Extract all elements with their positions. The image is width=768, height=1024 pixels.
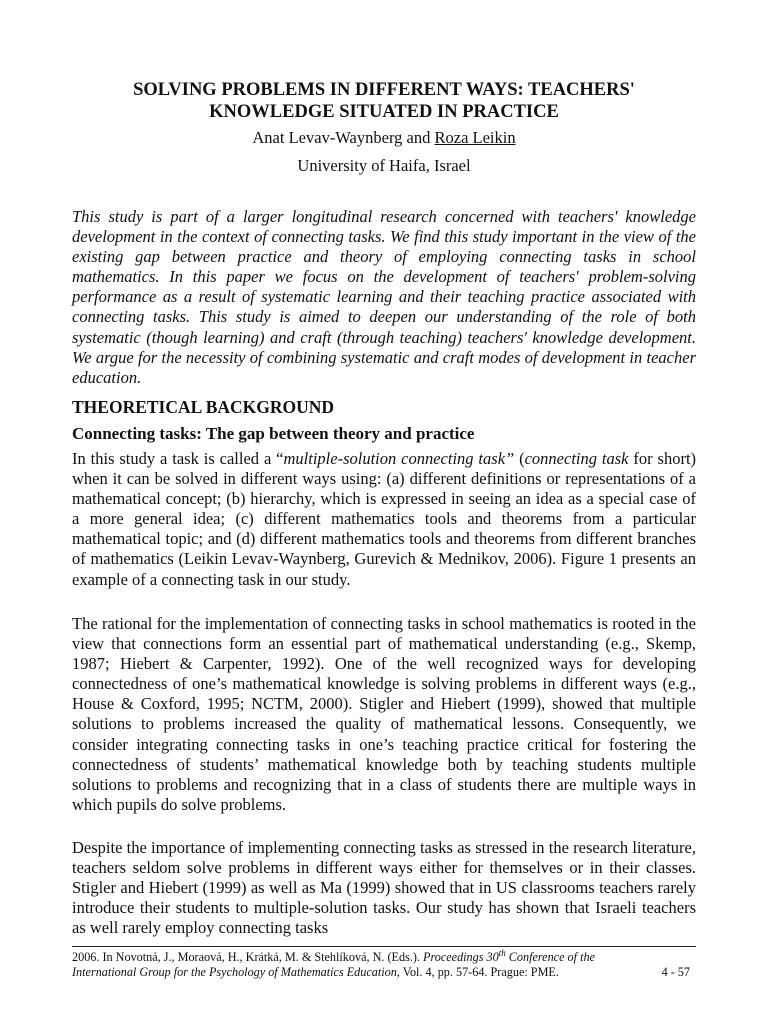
body-paragraph-3: Despite the importance of implementing connecting tasks as stressed in the research literature, teachers seldom solve problems in different ways either for themselves or in their classes. Stigler and Hiebert (1999) as well as Ma (1999) showed that in US classrooms teachers rarely introduce their students to multiple-solution tasks. Our study has shown that Israeli teachers as well rarely employ connecting tasks <box>72 838 696 938</box>
footer-proceedings-b: Conference of the <box>505 950 595 964</box>
footer-line-1 <box>72 947 696 965</box>
footer-ordinal-sup: th <box>498 947 506 958</box>
title-line-2: KNOWLEDGE SITUATED IN PRACTICE <box>209 102 559 122</box>
author-2-presenting: Roza Leikin <box>434 128 516 147</box>
abstract: This study is part of a larger longitudinal research concerned with teachers' knowledge development in the context of connecting tasks. We find this study important in the view of the existing gap between practice and theory of employing connecting tasks in school mathematics. In this paper we focus on the development of teachers' problem-solving performance as a result of systematic learning and their teaching practice associated with connecting tasks. This study is aimed to deepen our understanding of the role of both systematic (though learning) and craft (through teaching) teachers' knowledge development. We argue for the necessity of combining systematic and craft modes of development in teacher education. <box>72 207 696 387</box>
p1-intro: In this study a task is called a “ <box>72 449 284 468</box>
footer-divider <box>72 946 696 947</box>
page-number: 4 - 57 <box>661 965 690 979</box>
page-footer <box>72 947 696 980</box>
footer-group-name: International Group for the Psychology of Mathematics Education <box>72 965 397 979</box>
body-paragraph-1 <box>72 449 696 590</box>
author-conjunction: and <box>406 128 431 147</box>
author-1: Anat Levav-Waynberg <box>252 128 403 147</box>
p1-short-term: connecting task <box>524 449 629 468</box>
footer-line-2 <box>72 965 696 980</box>
p1-paren: ( <box>514 449 525 468</box>
footer-proceedings-a: Proceedings 30 <box>423 950 499 964</box>
body-paragraph-2: The rational for the implementation of connecting tasks in school mathematics is rooted in the view that connections form an essential part of mathematical understanding (e.g., Skemp, 1987; Hiebert & Carpenter, 1992). One of the well recognized ways for developing connectedness of one’s mathematical knowledge is solving problems in different ways (e.g., House & Coxford, 1995; NCTM, 2000). Stigler and Hiebert (1999), showed that multiple solutions to problems increased the quality of mathematical lessons. Consequently, we consider integrating connecting tasks in one’s teaching practice critical for fostering the connectedness of students’ mathematical knowledge both by teaching students multiple solutions to problems and recognizing that in a class of students there are multiple ways in which pupils do solve problems. <box>72 614 696 814</box>
subsection-heading: Connecting tasks: The gap between theory and practice <box>72 424 475 443</box>
p1-term: multiple-solution connecting task” <box>283 449 515 468</box>
footer-volume-info: , Vol. 4, pp. 57-64. Prague: PME. <box>396 965 559 979</box>
footer-proceedings <box>423 947 595 964</box>
paper-title <box>72 79 696 123</box>
section-heading: THEORETICAL BACKGROUND <box>72 397 335 417</box>
p1-rest: for short) when it can be solved in different ways using: (a) different definitions or representations of a mathematical concept; (b) hierarchy, which is expressed in seeing an idea as a special case of a more general idea; (c) different mathematics tools and theorems from a particular mathematical topic; and (d) different mathematics tools and theorems from different branches of mathematics (Leikin Levav-Waynberg, Gurevich & Mednikov, 2006). Figure 1 presents an example of a connecting task in our study. <box>72 449 697 589</box>
title-line-1: SOLVING PROBLEMS IN DIFFERENT WAYS: TEACHERS' <box>133 80 635 100</box>
author-list <box>72 128 696 148</box>
affiliation: University of Haifa, Israel <box>297 156 471 175</box>
footer-citation: 2006. In Novotná, J., Moraová, H., Krátká, M. & Stehlíková, N. (Eds.). <box>72 950 424 964</box>
